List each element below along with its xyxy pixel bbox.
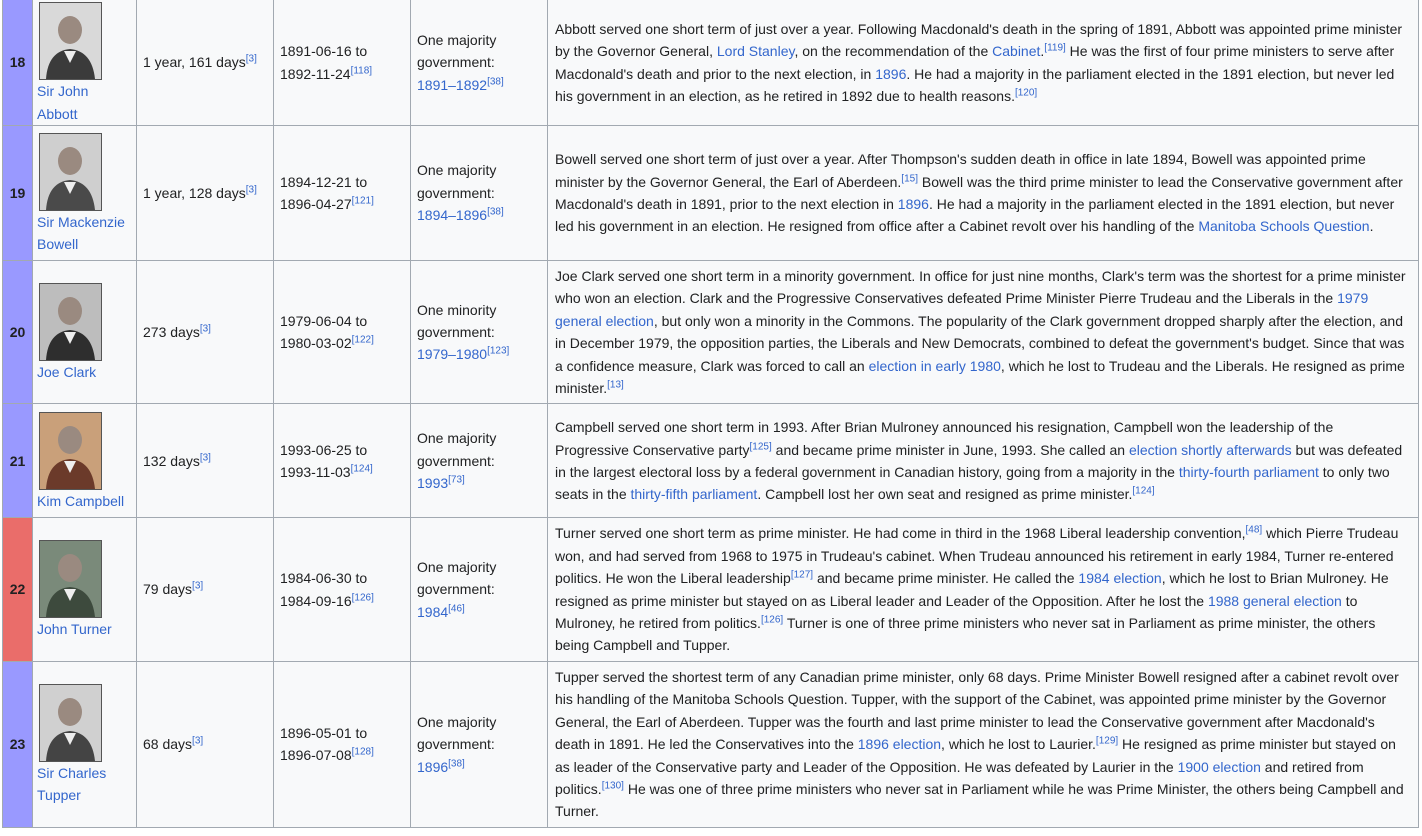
prose-text: Bowell served one short term of just over a year. After Thompson's sudden death in office in late 1894, Bowell was appointed prime minister by the Governor General, the Earl of Aberdeen. <box>555 151 1366 190</box>
pm-name-link[interactable]: Abbott <box>37 105 78 122</box>
term-length-cell <box>137 661 274 827</box>
description-cell <box>548 0 1419 126</box>
pm-number: 23 <box>3 661 33 827</box>
pm-name-link[interactable]: Bowell <box>37 236 79 252</box>
government-cell <box>411 261 548 404</box>
term-dates-cell <box>274 518 411 661</box>
government-years-link[interactable]: 1896 <box>417 758 449 775</box>
citation-link[interactable]: [129] <box>1095 735 1119 747</box>
citation-link[interactable]: [118] <box>350 64 373 76</box>
prose-text: Bowell was the third prime minister to lead the Conservative government after Macdonald's death in 1891, prior to the next election in <box>555 173 1403 212</box>
citation-link[interactable]: [124] <box>1132 485 1155 497</box>
date-from: 1979-06-04 to <box>280 312 368 329</box>
citation-link[interactable]: [38] <box>448 757 465 769</box>
term-dates-cell <box>274 661 411 827</box>
term-length-cell <box>137 0 274 126</box>
date-to: 1896-07-08 <box>280 747 352 764</box>
prose-text: to Mulroney, he retired from politics. <box>555 592 1358 632</box>
date-from: 1896-05-01 to <box>280 724 368 741</box>
citation-link[interactable]: [3] <box>199 323 211 335</box>
article-link[interactable]: election shortly afterwards <box>1129 441 1292 458</box>
article-link[interactable]: 1984 election <box>1078 570 1162 587</box>
citation-link[interactable]: [121] <box>351 195 374 207</box>
date-from: 1891-06-16 to <box>280 43 368 60</box>
prime-minister-cell <box>33 126 137 261</box>
prime-minister-cell <box>33 404 137 518</box>
citation-link[interactable]: [128] <box>351 746 374 758</box>
article-link[interactable]: Cabinet <box>992 43 1041 60</box>
term-length-cell <box>137 404 274 518</box>
citation-link[interactable]: [73] <box>448 474 465 486</box>
citation-link[interactable]: [126] <box>351 592 374 603</box>
government-cell <box>411 404 548 518</box>
article-link[interactable]: 1900 election <box>1177 758 1261 775</box>
table-row <box>3 661 1419 827</box>
citation-link[interactable]: [3] <box>245 53 257 65</box>
prose-text: . <box>1369 218 1374 235</box>
government-type: One majority <box>417 162 497 179</box>
pm-name-link[interactable]: Sir Charles <box>37 764 107 781</box>
article-link[interactable]: 1988 general election <box>1207 592 1342 609</box>
term-dates-cell <box>274 404 411 518</box>
prose-text: , which he lost to Trudeau and the Liberals. He resigned as prime minister. <box>555 357 1405 397</box>
date-to: 1896-04-27 <box>280 196 352 212</box>
citation-link[interactable]: [127] <box>790 569 814 581</box>
government-label: government: <box>417 581 495 598</box>
government-years-link[interactable]: 1993 <box>417 475 449 492</box>
pm-name-link[interactable]: Sir John <box>37 83 89 100</box>
term-length: 1 year, 128 days <box>143 184 246 201</box>
government-years-link[interactable]: 1979–1980 <box>417 346 488 363</box>
citation-link[interactable]: [48] <box>1245 524 1263 536</box>
term-length: 79 days <box>143 581 193 598</box>
pm-name-link[interactable]: Sir Mackenzie <box>37 213 125 230</box>
prose-text: which Pierre Trudeau won, and had served from 1968 to 1975 in Trudeau's cabinet. When Trudeau announced his retirement in early 1984, Turner re-entered politics. He won the Liberal leadership <box>555 525 1399 587</box>
prose-text: , which he lost to Brian Mulroney. He resigned as prime minister but stayed on as Liberal leader and Leader of the Opposition. After he lost the <box>555 570 1389 609</box>
prose-text: . He had a majority in the parliament elected in the 1891 election, but never led his government in an election. He resigned from office after a Cabinet revolt over his handling of the <box>555 196 1395 235</box>
prose-text: Tupper served the shortest term of any Canadian prime minister, only 68 days. Prime Minister Bowell resigned after a cabinet revolt over his handling of the Manitoba Schools Question. Tupper, with the support of the Cabinet, was appointed prime minister by the Governor General, the Earl of Aberdeen. Tupper was the fourth and last prime minister to lead the Conservative government after Macdonald's death in 1891. He led the Conservatives into the <box>555 668 1399 753</box>
prose-text: but was defeated in the largest electoral loss by a federal government in Canadian history, going from a majority in the <box>555 441 1403 480</box>
description-cell <box>548 261 1419 404</box>
table-row <box>3 126 1419 261</box>
government-type: One majority <box>417 559 497 576</box>
citation-link[interactable]: [38] <box>487 76 504 88</box>
citation-link[interactable]: [38] <box>487 206 504 218</box>
description-cell <box>548 518 1419 661</box>
date-from: 1984-06-30 to <box>280 570 368 587</box>
table-row <box>3 261 1419 404</box>
prose-text: and became prime minister. He called the <box>813 570 1079 587</box>
prime-minister-cell <box>33 661 137 827</box>
citation-link[interactable]: [125] <box>749 440 772 452</box>
article-link[interactable]: Manitoba Schools Question <box>1198 218 1370 235</box>
government-cell <box>411 518 548 661</box>
portrait-icon[interactable] <box>39 283 102 361</box>
citation-link[interactable]: [46] <box>448 603 465 615</box>
prose-text: He resigned as prime minister but stayed on as leader of the Conservative party and Leader of the Opposition. He was defeated by Laurier in the <box>555 736 1396 775</box>
term-length-cell <box>137 126 274 261</box>
citation-link[interactable]: [123] <box>487 345 510 357</box>
government-years-link[interactable]: 1984 <box>417 603 449 620</box>
government-label: government: <box>417 736 495 753</box>
citation-link[interactable]: [13] <box>607 379 624 391</box>
article-link[interactable]: 1896 <box>875 65 907 82</box>
government-cell <box>411 126 548 261</box>
prose-text: Abbott served one short term of just over a year. Following Macdonald's death in the spring of 1891, Abbott was appointed prime minister by the Governor General, <box>555 20 1403 60</box>
prose-text: . He had a majority in the parliament elected in the 1891 election, but never led his government in an election, as he retired in 1892 due to health reasons. <box>555 65 1395 104</box>
term-length-cell <box>137 261 274 404</box>
prose-text: and retired from politics. <box>555 758 1364 797</box>
article-link[interactable]: thirty-fourth parliament <box>1178 463 1319 480</box>
citation-link[interactable]: [126] <box>760 614 784 626</box>
prose-text: . Campbell lost her own seat and resigned as prime minister. <box>757 486 1133 503</box>
table-row <box>3 0 1419 126</box>
portrait-icon[interactable] <box>39 133 102 211</box>
pm-number: 20 <box>3 261 33 404</box>
table-body <box>3 0 1419 827</box>
government-years-link[interactable]: 1891–1892 <box>417 76 488 93</box>
table-row <box>3 404 1419 518</box>
date-to: 1980-03-02 <box>280 335 352 352</box>
prose-text: Turner is one of three prime ministers who never sat in Parliament as prime minister, the others being Campbell and Tupper. <box>555 615 1376 654</box>
government-type: One majority <box>417 31 497 48</box>
citation-link[interactable]: [3] <box>245 184 257 196</box>
citation-link[interactable]: [130] <box>601 780 624 792</box>
pm-number: 19 <box>3 126 33 261</box>
government-type: One majority <box>417 713 497 730</box>
prose-text: , but only won a minority in the Commons. The popularity of the Clark government dropped sharply after the election, and in December 1979, the opposition parties, the Liberals and New Democrats, combined to defeat the government's budget. Since that was a confidence measure, Clark was forced to call an <box>555 312 1405 374</box>
term-dates-cell <box>274 126 411 261</box>
citation-link[interactable]: [3] <box>192 735 204 747</box>
article-link[interactable]: 1979 general election <box>555 290 1369 329</box>
term-length: 132 days <box>143 452 200 469</box>
citation-link[interactable]: [3] <box>199 452 211 464</box>
prose-text: to only two seats in the <box>555 463 1390 503</box>
citation-link[interactable]: [3] <box>192 580 204 592</box>
term-length-cell <box>137 518 274 661</box>
government-label: government: <box>417 452 495 469</box>
prose-text: Campbell served one short term in 1993. After Brian Mulroney announced his resignation, Campbell won the leadership of the Progressive Conservative party <box>555 419 1334 458</box>
government-cell <box>411 661 548 827</box>
prose-text: , which he lost to Laurier. <box>941 736 1096 753</box>
article-link[interactable]: 1896 <box>897 196 929 212</box>
description-cell <box>548 404 1419 518</box>
date-to: 1984-09-16 <box>280 592 352 609</box>
article-link[interactable]: election in early 1980 <box>868 357 1001 374</box>
citation-link[interactable]: [124] <box>350 463 373 475</box>
prose-text: He was one of three prime ministers who never sat in Parliament while he was Prime Minister, the others being Campbell and Turner. <box>555 780 1404 820</box>
prime-ministers-table <box>2 0 1419 828</box>
prose-text: Turner served one short term as prime minister. He had come in third in the 1968 Liberal leadership convention, <box>555 525 1246 542</box>
government-type: One majority <box>417 430 497 447</box>
prose-text: He was the first of four prime ministers to serve after Macdonald's death and prior to the next election, in <box>555 43 1395 82</box>
article-link[interactable]: thirty-fifth parliament <box>630 486 758 503</box>
pm-number: 18 <box>3 0 33 126</box>
term-length: 273 days <box>143 324 200 341</box>
article-link[interactable]: Lord Stanley <box>716 43 795 60</box>
article-link[interactable]: 1896 election <box>857 736 942 753</box>
portrait-icon[interactable] <box>39 412 102 490</box>
term-dates-cell <box>274 0 411 126</box>
government-cell <box>411 0 548 126</box>
date-from: 1993-06-25 to <box>280 441 368 458</box>
portrait-icon[interactable] <box>39 684 102 762</box>
date-to: 1993-11-03 <box>280 463 351 480</box>
prime-minister-cell <box>33 0 137 126</box>
citation-link[interactable]: [119] <box>1044 42 1066 54</box>
pm-number: 21 <box>3 404 33 518</box>
government-years-link[interactable]: 1894–1896 <box>417 207 488 224</box>
prose-text: . <box>1040 43 1045 60</box>
portrait-icon[interactable] <box>39 540 102 618</box>
government-label: government: <box>417 324 495 341</box>
term-length: 68 days <box>143 736 193 753</box>
prime-minister-cell <box>33 518 137 661</box>
prime-minister-cell <box>33 261 137 404</box>
prose-text: Joe Clark served one short term in a minority government. In office for just nine months, Clark's term was the shortest for a prime minister who won an election. Clark and the Progressive Conservatives defeated Prime Minister Pierre Trudeau and the Liberals in the <box>555 268 1406 307</box>
pm-name-link[interactable]: Joe Clark <box>37 364 97 381</box>
pm-name-link[interactable]: John Turner <box>37 621 112 638</box>
portrait-icon[interactable] <box>39 2 102 80</box>
date-from: 1894-12-21 to <box>280 173 368 190</box>
term-length: 1 year, 161 days <box>143 54 246 71</box>
table-row <box>3 518 1419 661</box>
citation-link[interactable]: [15] <box>901 172 918 184</box>
citation-link[interactable]: [120] <box>1014 87 1038 99</box>
date-to: 1892-11-24 <box>280 65 351 82</box>
prose-text: and became prime minister in June, 1993. She called an <box>771 441 1129 458</box>
pm-name-link[interactable]: Tupper <box>37 787 81 804</box>
citation-link[interactable]: [122] <box>351 334 374 346</box>
pm-name-link[interactable]: Kim Campbell <box>37 492 125 509</box>
term-dates-cell <box>274 261 411 404</box>
government-label: government: <box>417 184 495 201</box>
government-label: government: <box>417 54 495 71</box>
description-cell <box>548 126 1419 261</box>
government-type: One minority <box>417 301 497 318</box>
pm-number: 22 <box>3 518 33 661</box>
prose-text: , on the recommendation of the <box>794 43 993 60</box>
description-cell <box>548 661 1419 827</box>
